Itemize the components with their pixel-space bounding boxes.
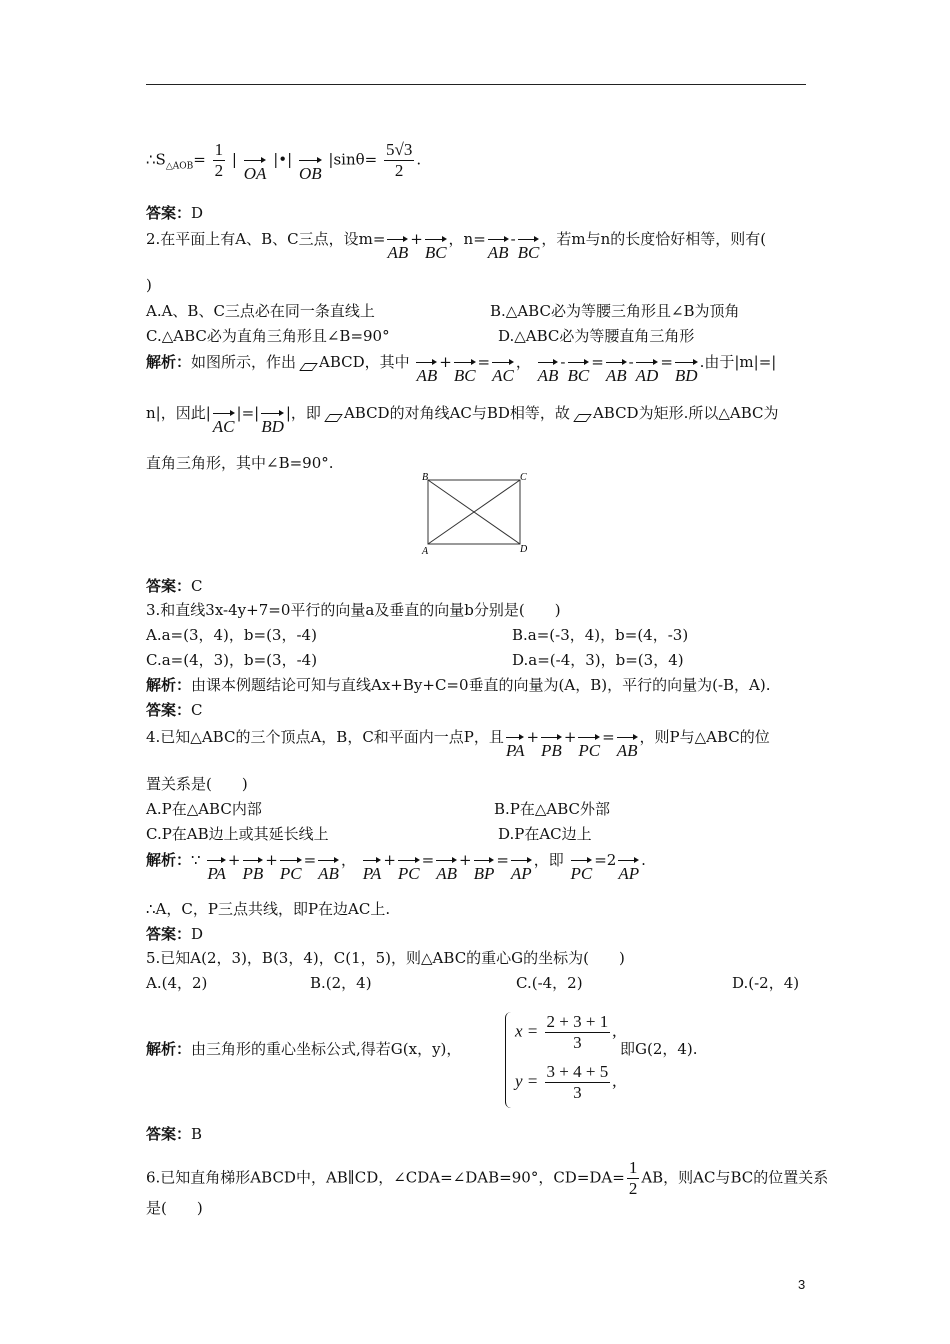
answer-value: C xyxy=(191,701,203,719)
stem-text: 2.在平面上有A、B、C三点，设 xyxy=(146,230,359,248)
vector-ap: AP xyxy=(511,858,532,884)
answer-value: D xyxy=(191,925,204,943)
area-formula-line xyxy=(146,140,421,184)
solution-2-line3: 直角三角形，其中∠B=90°. xyxy=(146,454,334,472)
parallelogram-icon xyxy=(299,363,318,371)
option-c: C.(-4，2) xyxy=(516,974,583,992)
page-number: 3 xyxy=(798,1277,806,1292)
question-4-stem: 4.已知△ABC的三个顶点A，B，C和平面内一点P，且PA+PB+PC=AB，则P与△ABC的位 xyxy=(146,728,770,760)
answer-label: 答案： xyxy=(146,925,192,943)
option-c: C.△ABC必为直角三角形且∠B=90° xyxy=(146,327,390,345)
solution-4-line1: 解析：∵ PA+PB+PC=AB， PA+PC=AB+BP=AP，即 PC=2AP. xyxy=(146,851,646,883)
vector-ab: AB xyxy=(538,360,559,386)
denominator: 3 xyxy=(573,1033,582,1052)
solution-5 xyxy=(146,1039,461,1059)
solution-label: 解析： xyxy=(146,353,192,371)
answer-label: 答案： xyxy=(146,577,192,595)
solution-3 xyxy=(146,675,771,695)
denominator: 3 xyxy=(573,1083,582,1102)
left-brace xyxy=(505,1012,512,1108)
solution-4-line2: ∴A，C，P三点共线，即P在边AC上. xyxy=(146,900,391,918)
vector-ab: AB xyxy=(436,858,457,884)
option-a: A.(4，2) xyxy=(146,974,208,992)
fraction-half xyxy=(213,140,226,181)
sol-text: ABCD，其中 xyxy=(319,353,410,371)
x-fraction xyxy=(545,1012,611,1053)
plus: + xyxy=(410,230,423,248)
vector-bc: BC xyxy=(425,237,447,263)
vector-ab: AB xyxy=(387,237,408,263)
numerator: 5√3 xyxy=(385,140,413,159)
question-6-stem-cont: 是( ) xyxy=(146,1199,203,1217)
vector-bc: BC xyxy=(568,360,590,386)
subscript-aob: △AOB xyxy=(165,161,194,172)
vector-ob: OB xyxy=(299,158,322,184)
answer-1 xyxy=(146,203,203,223)
vector-bc: BC xyxy=(454,360,476,386)
option-d: D.a=(-4，3)，b=(3，4) xyxy=(512,651,684,669)
numerator: 3 + 4 + 5 xyxy=(546,1062,609,1081)
option-c: C.a=(4，3)，b=(3，-4) xyxy=(146,651,318,669)
stem-text: ，则P与△ABC的位 xyxy=(639,728,770,746)
stem-text: ，若m与n的长度恰好相等，则有( xyxy=(541,230,767,248)
vector-pc: PC xyxy=(571,858,593,884)
x-lhs: x = xyxy=(515,1021,539,1041)
solution-label: 解析： xyxy=(146,851,192,869)
sol-text: ABCD的对角线AC与BD相等，故 xyxy=(343,404,570,422)
numerator: 2 + 3 + 1 xyxy=(546,1012,609,1031)
parallelogram-icon xyxy=(324,414,343,422)
denominator: 2 xyxy=(394,161,404,180)
answer-5 xyxy=(146,1124,202,1144)
vector-ab: AB xyxy=(617,735,638,761)
question-5-stem: 5.已知A(2，3)，B(3，4)，C(1，5)，则△ABC的重心G的坐标为( ) xyxy=(146,949,625,967)
vector-ad: AD xyxy=(636,360,659,386)
dot-product: |•| xyxy=(273,150,293,169)
therefore-s: ∴S xyxy=(146,150,166,169)
answer-2 xyxy=(146,576,203,596)
y-fraction xyxy=(545,1062,611,1103)
solution-text: 由三角形的重心坐标公式,得若G(x，y)， xyxy=(191,1040,462,1058)
numerator: 1 xyxy=(628,1158,638,1177)
close-paren: ) xyxy=(146,276,152,294)
sol-text: ABCD为矩形.所以△ABC为 xyxy=(592,404,779,422)
y-lhs: y = xyxy=(515,1071,539,1091)
fraction-result xyxy=(384,140,414,181)
vector-pa: PA xyxy=(506,735,525,761)
option-d: D.P在AC边上 xyxy=(498,825,592,843)
fraction-half xyxy=(627,1158,640,1199)
n-equals: ，n= xyxy=(448,230,486,248)
label-a: A xyxy=(422,546,429,556)
vector-ab: AB xyxy=(318,858,339,884)
vector-oa: OA xyxy=(244,158,267,184)
vector-ab: AB xyxy=(606,360,627,386)
solution-2-line1: 解析：如图所示，作出 ABCD，其中 AB+BC=AC， AB-BC=AB-AD=BD.由于|m|=| xyxy=(146,353,777,385)
ie-text: ，即 xyxy=(533,851,564,869)
option-a: A.A、B、C三点必在同一条直线上 xyxy=(146,302,375,320)
solution-5-end: 即G(2，4). xyxy=(620,1040,698,1058)
stem-text: 4.已知△ABC的三个顶点A，B，C和平面内一点P，且 xyxy=(146,728,504,746)
solution-text: 由课本例题结论可知与直线Ax+By+C=0垂直的向量为(A，B)，平行的向量为(-B，A). xyxy=(191,676,771,694)
solution-2-line2 xyxy=(146,403,779,437)
answer-label: 答案： xyxy=(146,701,192,719)
option-d: D.△ABC必为等腰直角三角形 xyxy=(498,327,695,345)
option-b: B.△ABC必为等腰三角形且∠B为顶角 xyxy=(490,302,740,320)
vector-pa: PA xyxy=(207,858,226,884)
numerator: 1 xyxy=(214,140,224,159)
period: . xyxy=(416,150,422,169)
answer-3 xyxy=(146,700,203,720)
vector-pb: PB xyxy=(243,858,264,884)
parallelogram-icon xyxy=(573,414,592,422)
question-3-stem: 3.和直线3x-4y+7=0平行的向量a及垂直的向量b分别是( ) xyxy=(146,601,561,619)
option-a: A.a=(3，4)，b=(3，-4) xyxy=(146,626,317,644)
sol-text: 如图所示，作出 xyxy=(191,353,297,371)
vector-ab: AB xyxy=(488,237,509,263)
vector-bc: BC xyxy=(518,237,540,263)
vector-pc: PC xyxy=(280,858,302,884)
vector-ab: AB xyxy=(416,360,437,386)
vector-pb: PB xyxy=(541,735,562,761)
because-symbol: ∵ xyxy=(191,851,201,869)
option-b: B.P在△ABC外部 xyxy=(494,800,611,818)
sol-text: |=| xyxy=(236,404,260,422)
denominator: 2 xyxy=(628,1179,638,1198)
vector-bd: BD xyxy=(261,411,284,437)
answer-value: D xyxy=(191,204,204,222)
answer-value: C xyxy=(191,577,203,595)
solution-label: 解析： xyxy=(146,1040,192,1058)
option-a: A.P在△ABC内部 xyxy=(146,800,262,818)
header-rule xyxy=(146,84,806,85)
equals-two: =2 xyxy=(594,851,617,869)
answer-4 xyxy=(146,924,203,944)
question-4-stem-cont: 置关系是( ) xyxy=(146,775,248,793)
equals-sign: = xyxy=(193,150,206,169)
solution-label: 解析： xyxy=(146,676,192,694)
m-equals: m= xyxy=(358,230,386,248)
option-d: D.(-2，4) xyxy=(732,974,800,992)
label-b: B xyxy=(422,472,429,483)
label-d: D xyxy=(520,544,528,555)
sol-text: |，即 xyxy=(285,404,321,422)
answer-value: B xyxy=(191,1125,203,1143)
vector-pa: PA xyxy=(363,858,382,884)
vector-bp: BP xyxy=(474,858,495,884)
vector-bd: BD xyxy=(675,360,698,386)
sol-text: n|，因此| xyxy=(146,404,211,422)
stem-text: 6.已知直角梯形ABCD中，AB∥CD，∠CDA=∠DAB=90°，CD=DA= xyxy=(146,1168,625,1187)
minus: - xyxy=(510,230,516,248)
vector-ap: AP xyxy=(618,858,639,884)
question-2-stem xyxy=(146,229,766,263)
x-equation: x = $\frac{2 + 3 + 1}{3}$ , xyxy=(515,1012,617,1052)
equation-system xyxy=(505,1012,685,1110)
vector-ac: AC xyxy=(492,360,514,386)
answer-label: 答案： xyxy=(146,1125,192,1143)
label-c: C xyxy=(520,472,527,483)
question-6-stem xyxy=(146,1158,828,1199)
option-b: B.a=(-3，4)，b=(4，-3) xyxy=(512,626,689,644)
vector-ac: AC xyxy=(213,411,235,437)
denominator: 2 xyxy=(214,161,224,180)
option-b: B.(2，4) xyxy=(310,974,372,992)
answer-label: 答案： xyxy=(146,204,192,222)
rectangle-figure xyxy=(420,470,532,556)
stem-text: AB，则AC与BC的位置关系 xyxy=(641,1168,829,1187)
sin-theta: |sinθ= xyxy=(328,150,378,169)
sol-text: 由于|m|=| xyxy=(704,353,777,371)
vector-pc: PC xyxy=(398,858,420,884)
abs-bar: | xyxy=(231,150,237,169)
vector-pc: PC xyxy=(578,735,600,761)
y-equation: y = $\frac{3 + 4 + 5}{3}$ , xyxy=(515,1062,617,1102)
option-c: C.P在AB边上或其延长线上 xyxy=(146,825,329,843)
